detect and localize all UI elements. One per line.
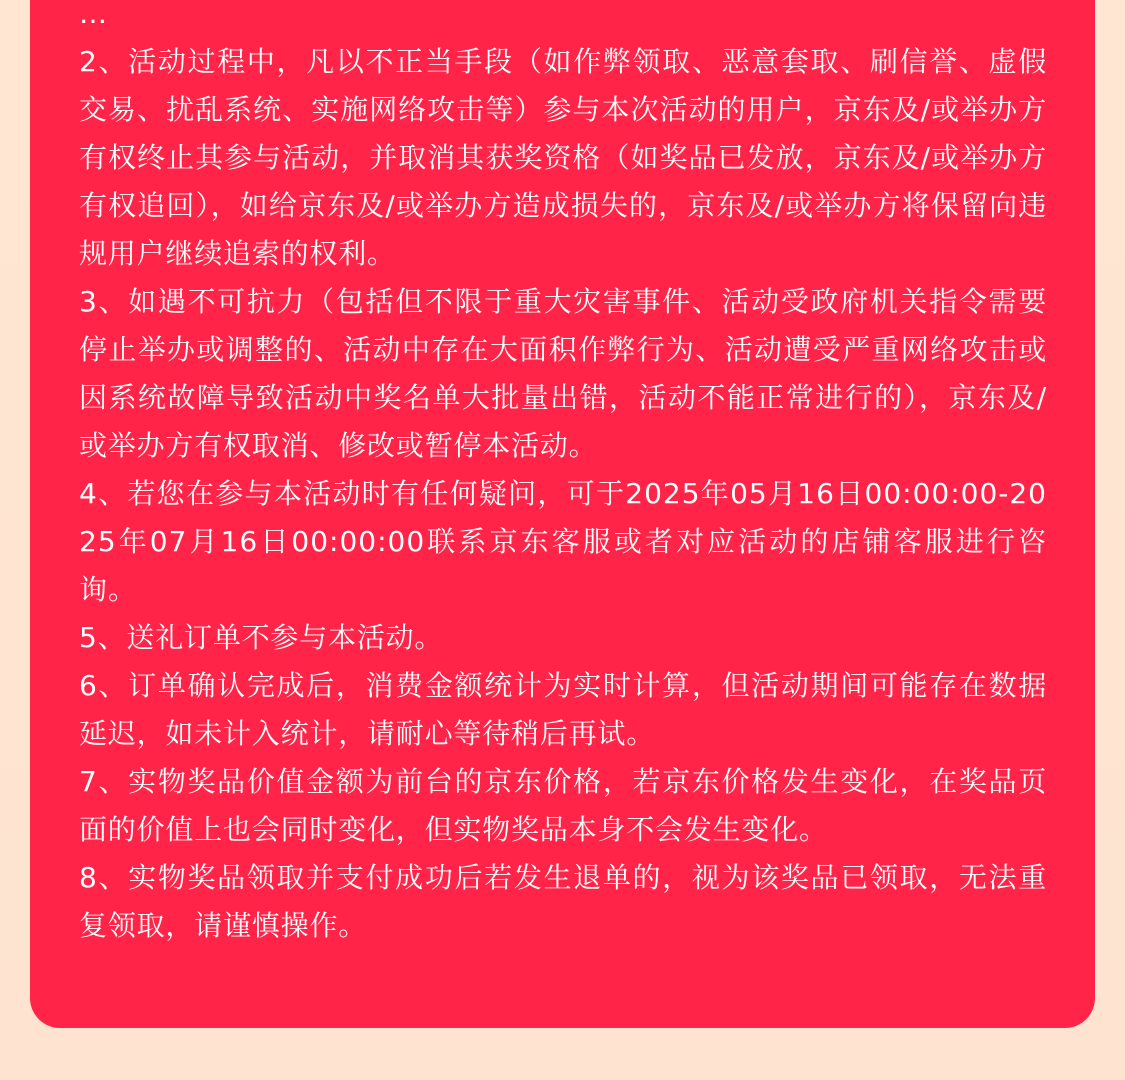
rule-item-6: 6、订单确认完成后，消费金额统计为实时计算，但活动期间可能存在数据延迟，如未计入统计，请耐心等待稍后再试。 (79, 669, 1047, 750)
rule-item-3: 3、如遇不可抗力（包括但不限于重大灾害事件、活动受政府机关指令需要停止举办或调整的、活动中存在大面积作弊行为、活动遭受严重网络攻击或因系统故障导致活动中奖名单大批量出错，活动不能正常进行的），京东及/或举办方有权取消、修改或暂停本活动。 (79, 285, 1047, 462)
rule-item-2: 2、活动过程中，凡以不正当手段（如作弊领取、恶意套取、刷信誉、虚假交易、扰乱系统、实施网络攻击等）参与本次活动的用户，京东及/或举办方有权终止其参与活动，并取消其获奖资格（如奖品已发放，京东及/或举办方有权追回），如给京东及/或举办方造成损失的，京东及/或举办方将保留向违规用户继续追索的权利。 (79, 45, 1047, 270)
activity-rules-list (79, 0, 1047, 950)
rule-item-1-fragment: … (79, 0, 108, 30)
rule-item-5: 5、送礼订单不参与本活动。 (79, 621, 444, 654)
rule-item-7: 7、实物奖品价值金额为前台的京东价格，若京东价格发生变化，在奖品页面的价值上也会同时变化，但实物奖品本身不会发生变化。 (79, 765, 1047, 846)
activity-rules-card (30, 0, 1095, 1028)
rule-item-4: 4、若您在参与本活动时有任何疑问，可于2025年05月16日00:00:00-2025年07月16日00:00:00联系京东客服或者对应活动的店铺客服进行咨询。 (79, 477, 1047, 606)
rule-item-8: 8、实物奖品领取并支付成功后若发生退单的，视为该奖品已领取，无法重复领取，请谨慎操作。 (79, 861, 1047, 942)
